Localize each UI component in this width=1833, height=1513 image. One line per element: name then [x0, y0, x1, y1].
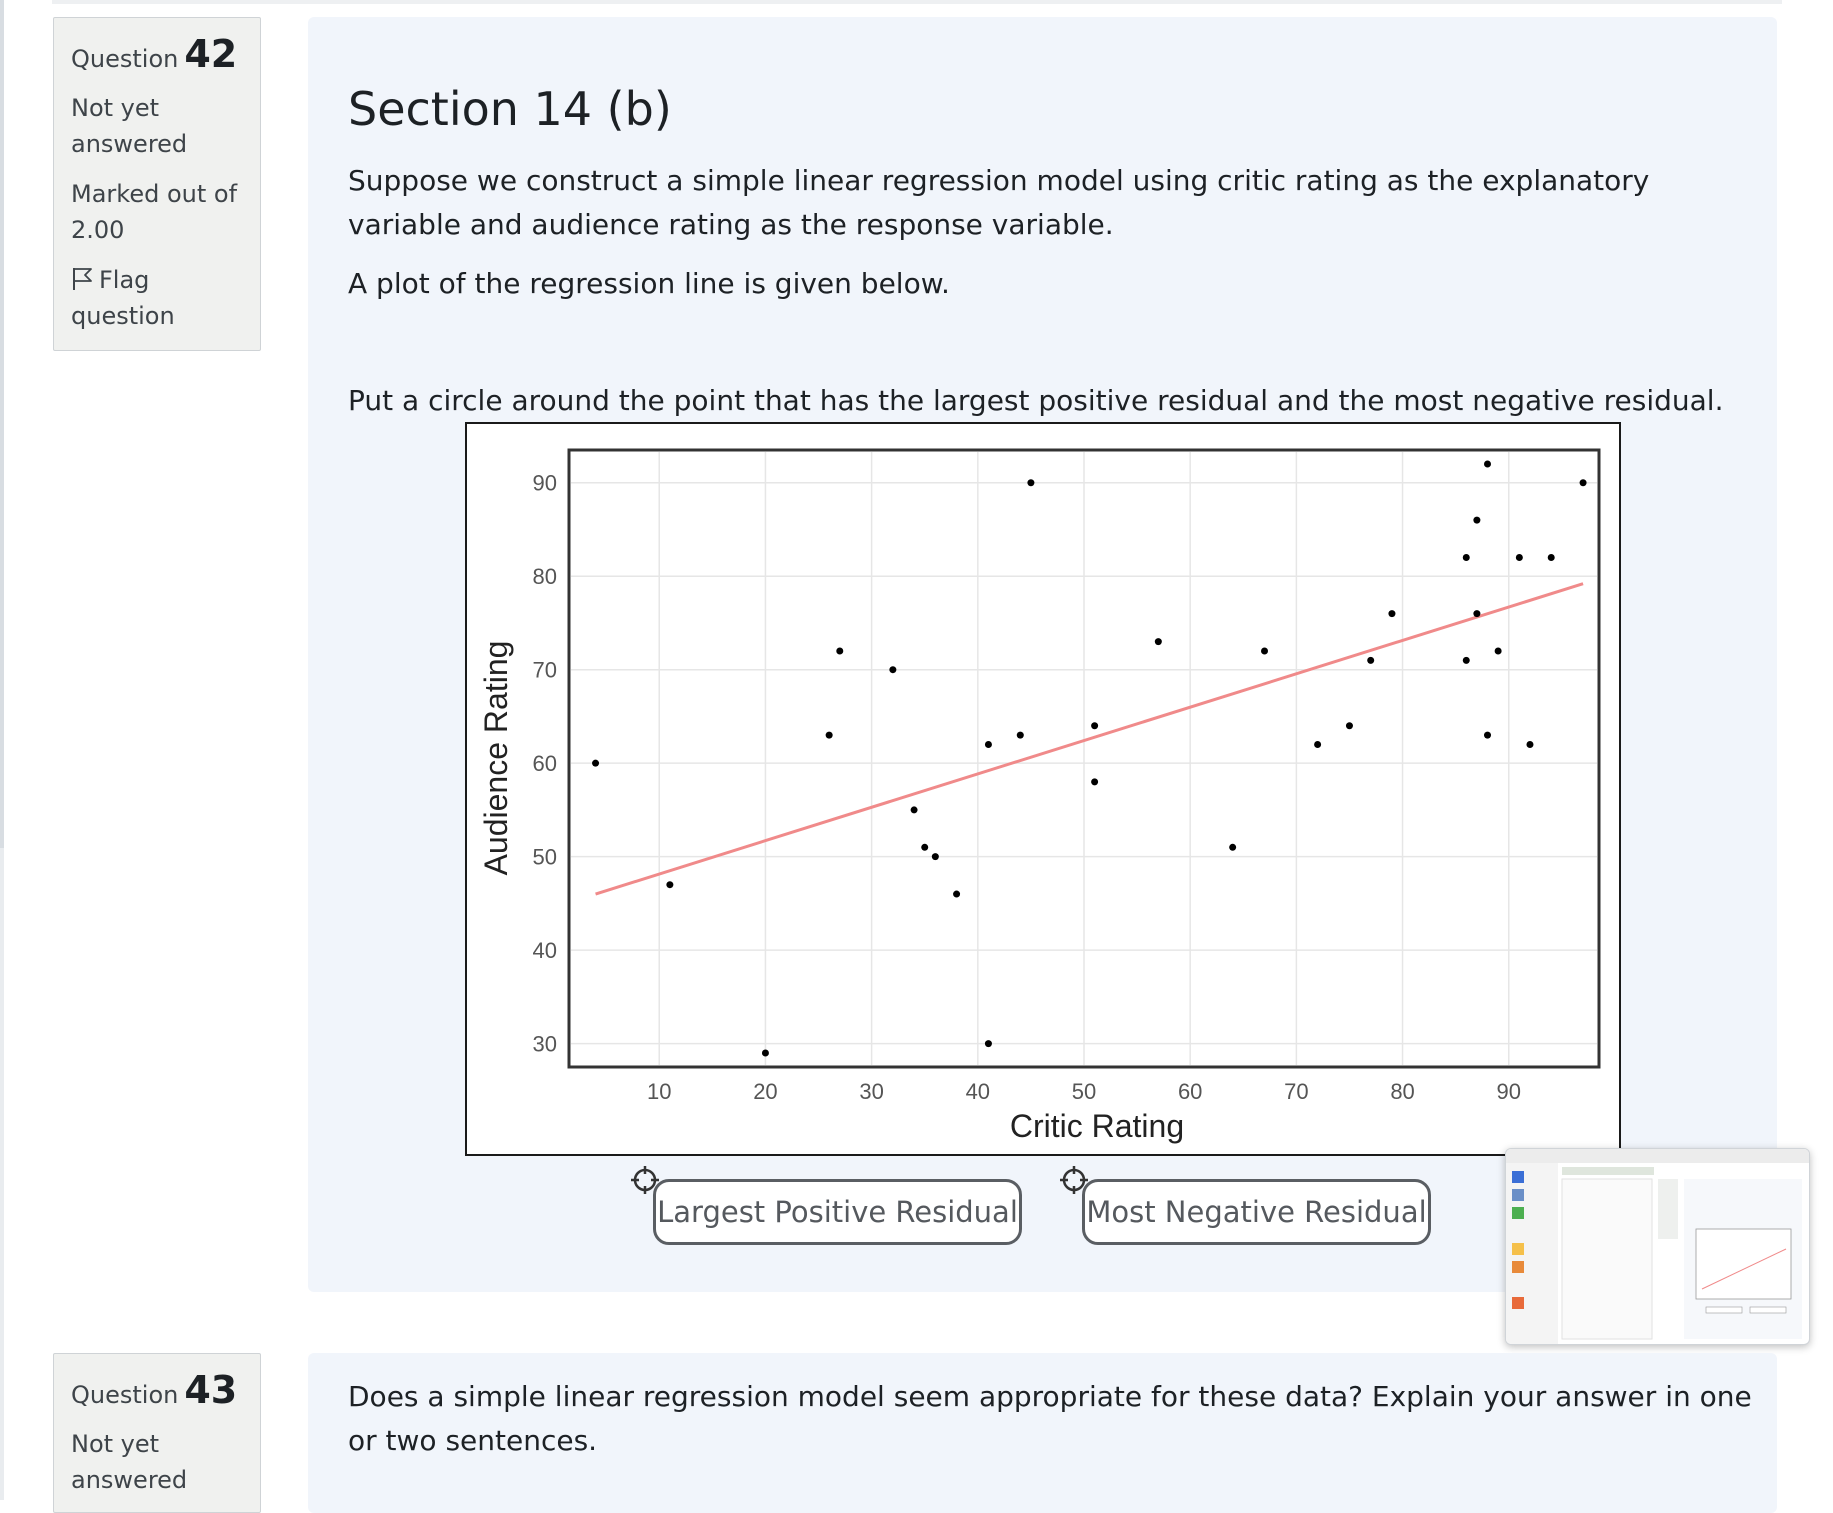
data-point[interactable] — [1463, 657, 1470, 664]
data-point[interactable] — [1261, 647, 1268, 654]
top-divider — [52, 0, 1782, 4]
data-point[interactable] — [1495, 647, 1502, 654]
y-tick-label: 60 — [532, 751, 557, 777]
data-point[interactable] — [1229, 844, 1236, 851]
data-point[interactable] — [1017, 732, 1024, 739]
data-point[interactable] — [1027, 479, 1034, 486]
data-point[interactable] — [1473, 610, 1480, 617]
data-point[interactable] — [1484, 732, 1491, 739]
data-point[interactable] — [1091, 778, 1098, 785]
y-tick-label: 40 — [532, 938, 557, 964]
x-axis-label: Critic Rating — [1009, 1108, 1185, 1144]
section-title: Section 14 (b) — [348, 82, 672, 136]
question-number: Question 42 — [71, 32, 238, 76]
data-point[interactable] — [592, 760, 599, 767]
data-point[interactable] — [1367, 657, 1374, 664]
data-point[interactable] — [985, 741, 992, 748]
data-point[interactable] — [826, 732, 833, 739]
instruction-text: Put a circle around the point that has the largest positive residual and the most negative residual. — [348, 384, 1724, 417]
data-point[interactable] — [666, 881, 673, 888]
data-point[interactable] — [1388, 610, 1395, 617]
scatter-plot-svg — [467, 424, 1619, 1154]
y-tick-label: 30 — [532, 1031, 557, 1057]
data-point[interactable] — [921, 844, 928, 851]
question-content-43 — [308, 1353, 1777, 1513]
question-text: Suppose we construct a simple linear regression model using critic rating as the explanatory variable and audience rating as the response variable. — [348, 164, 1650, 241]
data-point[interactable] — [911, 806, 918, 813]
y-axis-label: Audience Rating — [478, 640, 514, 876]
left-drawer-edge — [0, 0, 4, 850]
x-tick-label: 70 — [1284, 1079, 1309, 1104]
y-tick-label: 90 — [532, 470, 557, 496]
data-point[interactable] — [1463, 554, 1470, 561]
question-number: Question 43 — [71, 1368, 238, 1412]
x-tick-label: 90 — [1496, 1079, 1521, 1104]
left-drawer-edge-lower — [0, 848, 4, 1500]
data-point[interactable] — [1548, 554, 1555, 561]
data-point[interactable] — [1526, 741, 1533, 748]
x-tick-label: 80 — [1390, 1079, 1415, 1104]
x-tick-label: 60 — [1177, 1079, 1203, 1104]
y-tick-label: 80 — [532, 564, 557, 590]
thumbnail-preview — [1506, 1149, 1809, 1344]
data-point[interactable] — [1155, 638, 1162, 645]
question-43-text: Does a simple linear regression model seem appropriate for these data? Explain your answer in one or two sentences. — [348, 1380, 1752, 1457]
question-state: Not yet answered — [71, 1430, 188, 1494]
x-tick-label: 50 — [1071, 1079, 1097, 1104]
y-tick-label: 70 — [532, 657, 557, 683]
screenshot-thumbnail[interactable] — [1505, 1148, 1810, 1345]
largest-positive-residual-marker[interactable]: Largest Positive Residual — [653, 1179, 1022, 1245]
data-point[interactable] — [1091, 722, 1098, 729]
data-point[interactable] — [1516, 554, 1523, 561]
most-negative-residual-marker[interactable]: Most Negative Residual — [1082, 1179, 1431, 1245]
x-tick-label: 40 — [965, 1079, 991, 1104]
data-point[interactable] — [1473, 517, 1480, 524]
flag-icon — [71, 267, 93, 291]
data-point[interactable] — [762, 1049, 769, 1056]
question-state: Not yet answered — [71, 94, 188, 158]
data-point[interactable] — [1346, 722, 1353, 729]
data-point[interactable] — [1484, 461, 1491, 468]
question-info-42 — [53, 17, 261, 351]
question-text-plot-note: A plot of the regression line is given below. — [348, 267, 950, 300]
flag-question-link[interactable]: Flag question — [71, 266, 175, 330]
data-point[interactable] — [985, 1040, 992, 1047]
question-info-43 — [53, 1353, 261, 1513]
question-grade: Marked out of 2.00 — [71, 180, 238, 244]
x-tick-label: 30 — [859, 1079, 884, 1104]
data-point[interactable] — [1580, 479, 1587, 486]
regression-plot[interactable] — [465, 422, 1621, 1156]
x-tick-label: 10 — [647, 1079, 672, 1104]
data-point[interactable] — [932, 853, 939, 860]
data-point[interactable] — [836, 647, 843, 654]
x-tick-label: 20 — [753, 1079, 778, 1104]
data-point[interactable] — [1314, 741, 1321, 748]
data-point[interactable] — [953, 891, 960, 898]
y-tick-label: 50 — [532, 844, 557, 870]
data-point[interactable] — [889, 666, 896, 673]
